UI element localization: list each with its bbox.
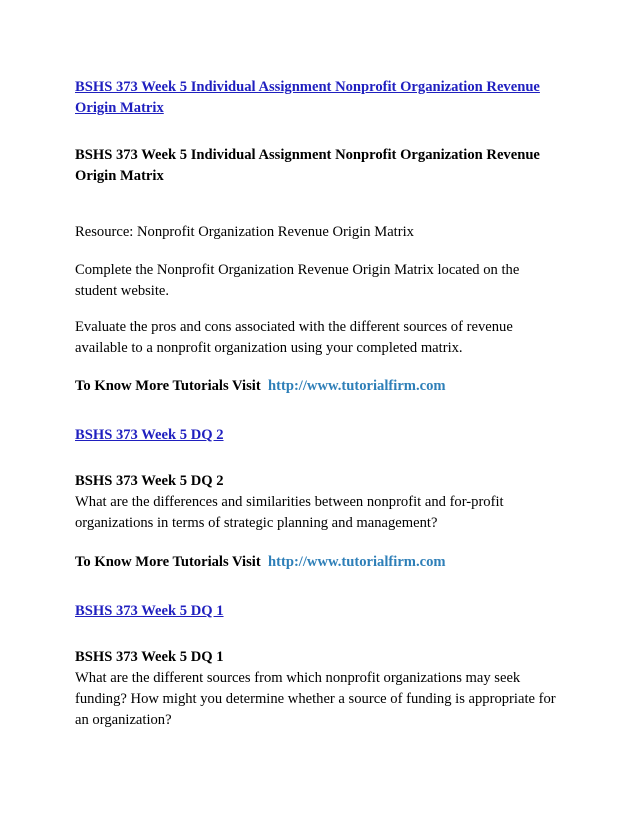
section-3-title-link[interactable]: BSHS 373 Week 5 DQ 1 [75, 603, 224, 619]
visit-url-link-2[interactable]: http://www.tutorialfirm.com [268, 554, 446, 570]
visit-label-2: To Know More Tutorials Visit [75, 554, 261, 570]
visit-line-2 [75, 552, 570, 573]
section-1-title-line-2: Origin Matrix [75, 100, 164, 116]
section-1-paragraph-1-line-2: student website. [75, 283, 170, 299]
visit-line-1 [75, 376, 570, 397]
section-1-paragraph-2-line-2: available to a nonprofit organization using your completed matrix. [75, 340, 463, 356]
section-2-question [75, 492, 570, 534]
section-2-title-link[interactable]: BSHS 373 Week 5 DQ 2 [75, 427, 224, 443]
section-3-heading: BSHS 373 Week 5 DQ 1 [75, 649, 224, 665]
section-1-paragraph-2-line-1: Evaluate the pros and cons associated with the different sources of revenue [75, 319, 513, 335]
section-1-title-link[interactable] [75, 77, 570, 119]
section-2-question-line-2: organizations in terms of strategic planning and management? [75, 515, 438, 531]
section-1-heading-line-1: BSHS 373 Week 5 Individual Assignment Nonprofit Organization Revenue [75, 147, 540, 163]
section-3-question [75, 668, 570, 731]
section-1-paragraph-1-line-1: Complete the Nonprofit Organization Revenue Origin Matrix located on the [75, 262, 520, 278]
section-1-heading [75, 145, 570, 187]
visit-url-link-1[interactable]: http://www.tutorialfirm.com [268, 378, 446, 394]
section-3-question-line-3: an organization? [75, 712, 172, 728]
section-2-heading: BSHS 373 Week 5 DQ 2 [75, 473, 224, 489]
section-1-paragraph-2 [75, 317, 570, 359]
visit-label-1: To Know More Tutorials Visit [75, 378, 261, 394]
section-1-paragraph-1 [75, 260, 570, 302]
section-2-question-line-1: What are the differences and similarities between nonprofit and for-profit [75, 494, 504, 510]
section-1-resource: Resource: Nonprofit Organization Revenue Origin Matrix [75, 224, 414, 240]
section-3-question-line-2: funding? How might you determine whether a source of funding is appropriate for [75, 691, 556, 707]
section-1-heading-line-2: Origin Matrix [75, 168, 164, 184]
section-1-title-line-1: BSHS 373 Week 5 Individual Assignment Nonprofit Organization Revenue [75, 79, 540, 95]
section-3-question-line-1: What are the different sources from which nonprofit organizations may seek [75, 670, 521, 686]
